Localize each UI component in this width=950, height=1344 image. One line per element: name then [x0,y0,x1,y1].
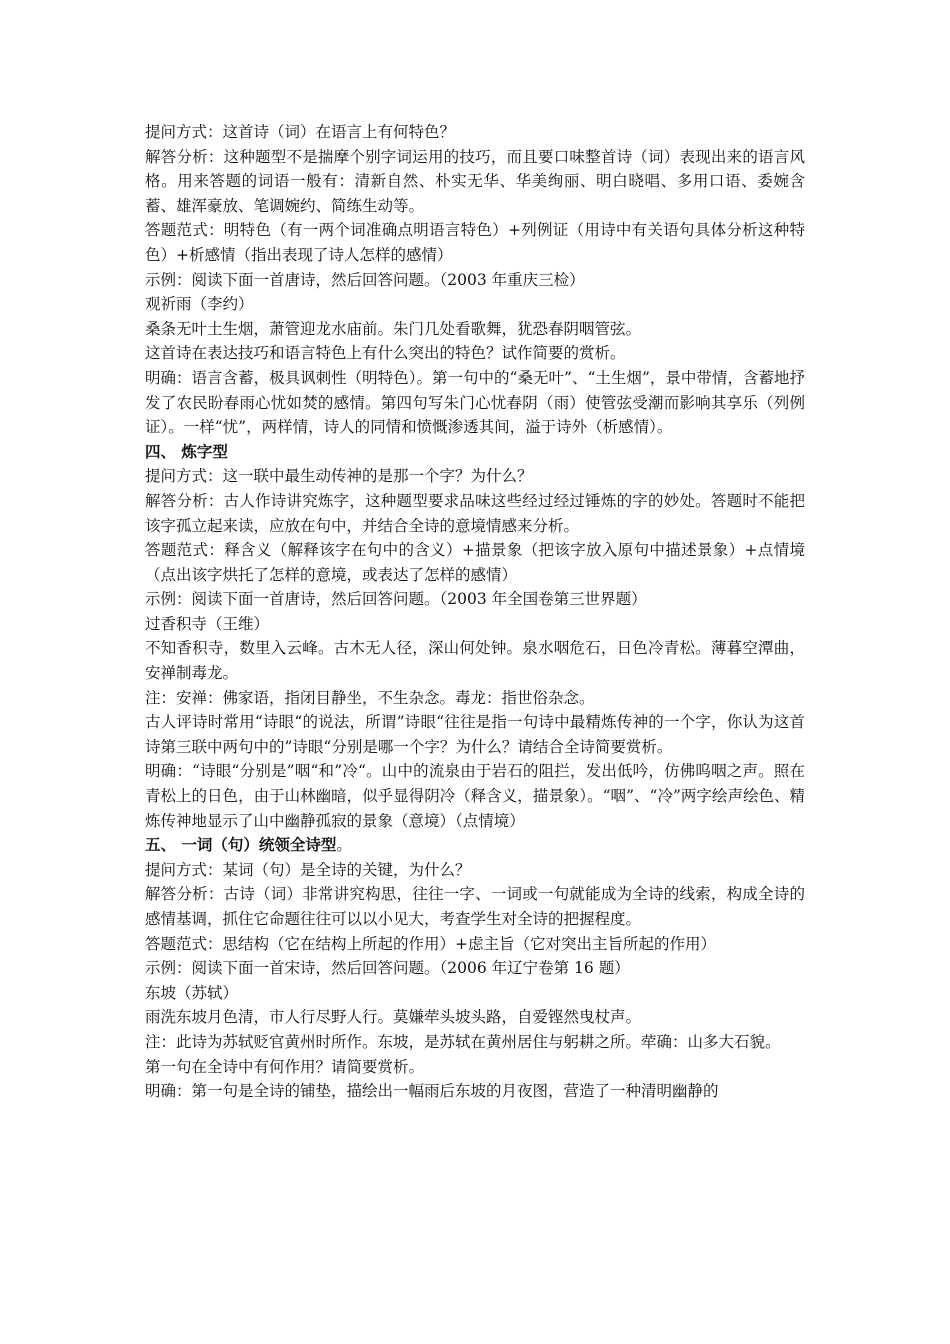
s4-heading: 四、 炼字型 [145,441,228,461]
s3-poem-text: 桑条无叶土生烟，萧管迎龙水庙前。朱门几处看歌舞，犹恐春阴咽管弦。 [145,319,642,338]
document-page [145,120,805,1104]
s5-answer: 明确：第一句是全诗的铺垫，描绘出一幅雨后东坡的月夜图，营造了一种清明幽静的 [145,1082,719,1101]
s4-example-intro: 示例：阅读下面一首唐诗，然后回答问题。（2003 年全国卷第三世界题） [145,590,647,609]
s3-poem-title: 观祈雨（李约） [145,295,254,314]
s5-question: 第一句在全诗中有何作用？请简要赏析。 [145,1057,425,1076]
s4-answer: 明确：“诗眼“分别是”咽“和”冷“。山中的流泉由于岩石的阻拦，发出低吟，仿佛呜咽之声。照在青松上的日色，由于山林幽暗，似乎显得阴冷（释含义，描景象）。“咽”、“冷”两字绘声绘色、精炼传神地显示了山中幽静孤寂的景象（意境）（点情境） [145,762,805,830]
s3-example-intro: 示例：阅读下面一首唐诗，然后回答问题。（2003 年重庆三检） [145,270,585,289]
s3-question: 这首诗在表达技巧和语言特色上有什么突出的特色？试作简要的赏析。 [145,344,626,363]
s3-template: 答题范式：明特色（有一两个词准确点明语言特色）+列例证（用诗中有关语句具体分析这种特色）+析感情（指出表现了诗人怎样的感情） [145,221,805,264]
s5-poem-text: 雨洗东坡月色清，市人行尽野人行。莫嫌荦头坡头路，自爱铿然曳杖声。 [145,1008,642,1027]
s5-heading-tail: 。 [336,836,352,855]
s3-answer: 明确：语言含蓄，极具讽刺性（明特色）。第一句中的“桑无叶”、“土生烟”，景中带情，含蓄地抒发了农民盼春雨心忧如焚的感情。第四句写朱门心忧春阴（雨）使管弦受潮而影响其享乐（列例证）。一样“忧”，两样情，诗人的同情和愤慨渗透其间，溢于诗外（析感情）。 [145,368,805,437]
s5-example-intro: 示例：阅读下面一首宋诗，然后回答问题。（2006 年辽宁卷第 16 题） [145,959,630,978]
s3-analysis: 解答分析：这种题型不是揣摩个别字词运用的技巧，而且要口味整首诗（词）表现出来的语言风格。用来答题的词语一般有：清新自然、朴实无华、华美绚丽、明白晓唱、多用口语、委婉含蓄、雄浑豪放、笔调婉约、简练生动等。 [145,147,805,215]
s5-note: 注：此诗为苏轼贬官黄州时所作。东坡，是苏轼在黄州居住与躬耕之所。荦确：山多大石貌。 [145,1032,781,1051]
s3-question-style: 提问方式：这首诗（词）在语言上有何特色？ [145,123,456,141]
s5-heading [145,833,805,858]
s5-heading-text: 五、 一词（句）统领全诗型 [145,835,337,855]
s5-template: 答题范式：思结构（它在结构上所起的作用）+虑主旨（它对突出主旨所起的作用） [145,934,716,953]
s4-poem-title: 过香积寺（王维） [145,614,270,633]
s4-note: 注：安禅：佛家语，指闭目静坐，不生杂念。毒龙：指世俗杂念。 [145,688,595,707]
s4-analysis: 解答分析：古人作诗讲究炼字，这种题型要求品味这些经过经过锤炼的字的妙处。答题时不能把该字孤立起来读，应放在句中，并结合全诗的意境情感来分析。 [145,491,805,535]
s4-question-style: 提问方式：这一联中最生动传神的是那一个字？为什么？ [145,467,533,486]
s5-poem-title: 东坡（苏轼） [145,983,239,1002]
s4-poem-text: 不知香积寺，数里入云峰。古木无人径，深山何处钟。泉水咽危石，日色冷青松。薄暮空潭曲，安禅制毒龙。 [145,639,805,683]
s4-question: 古人评诗时常用“诗眼“的说法，所谓”诗眼“往往是指一句诗中最精炼传神的一个字，你认为这首诗第三联中两句中的”诗眼“分别是哪一个字？为什么？请结合全诗简要赏析。 [145,713,805,756]
s4-template: 答题范式：释含义（解释该字在句中的含义）+描景象（把该字放入原句中描述景象）+点情境（点出该字烘托了怎样的意境，或表达了怎样的感情） [145,541,805,584]
s5-analysis: 解答分析：古诗（词）非常讲究构思，往往一字、一词或一句就能成为全诗的线索，构成全诗的感情基调，抓住它命题往往可以以小见大，考查学生对全诗的把握程度。 [145,885,805,928]
s5-question-style: 提问方式：某词（句）是全诗的关键，为什么？ [145,860,471,879]
